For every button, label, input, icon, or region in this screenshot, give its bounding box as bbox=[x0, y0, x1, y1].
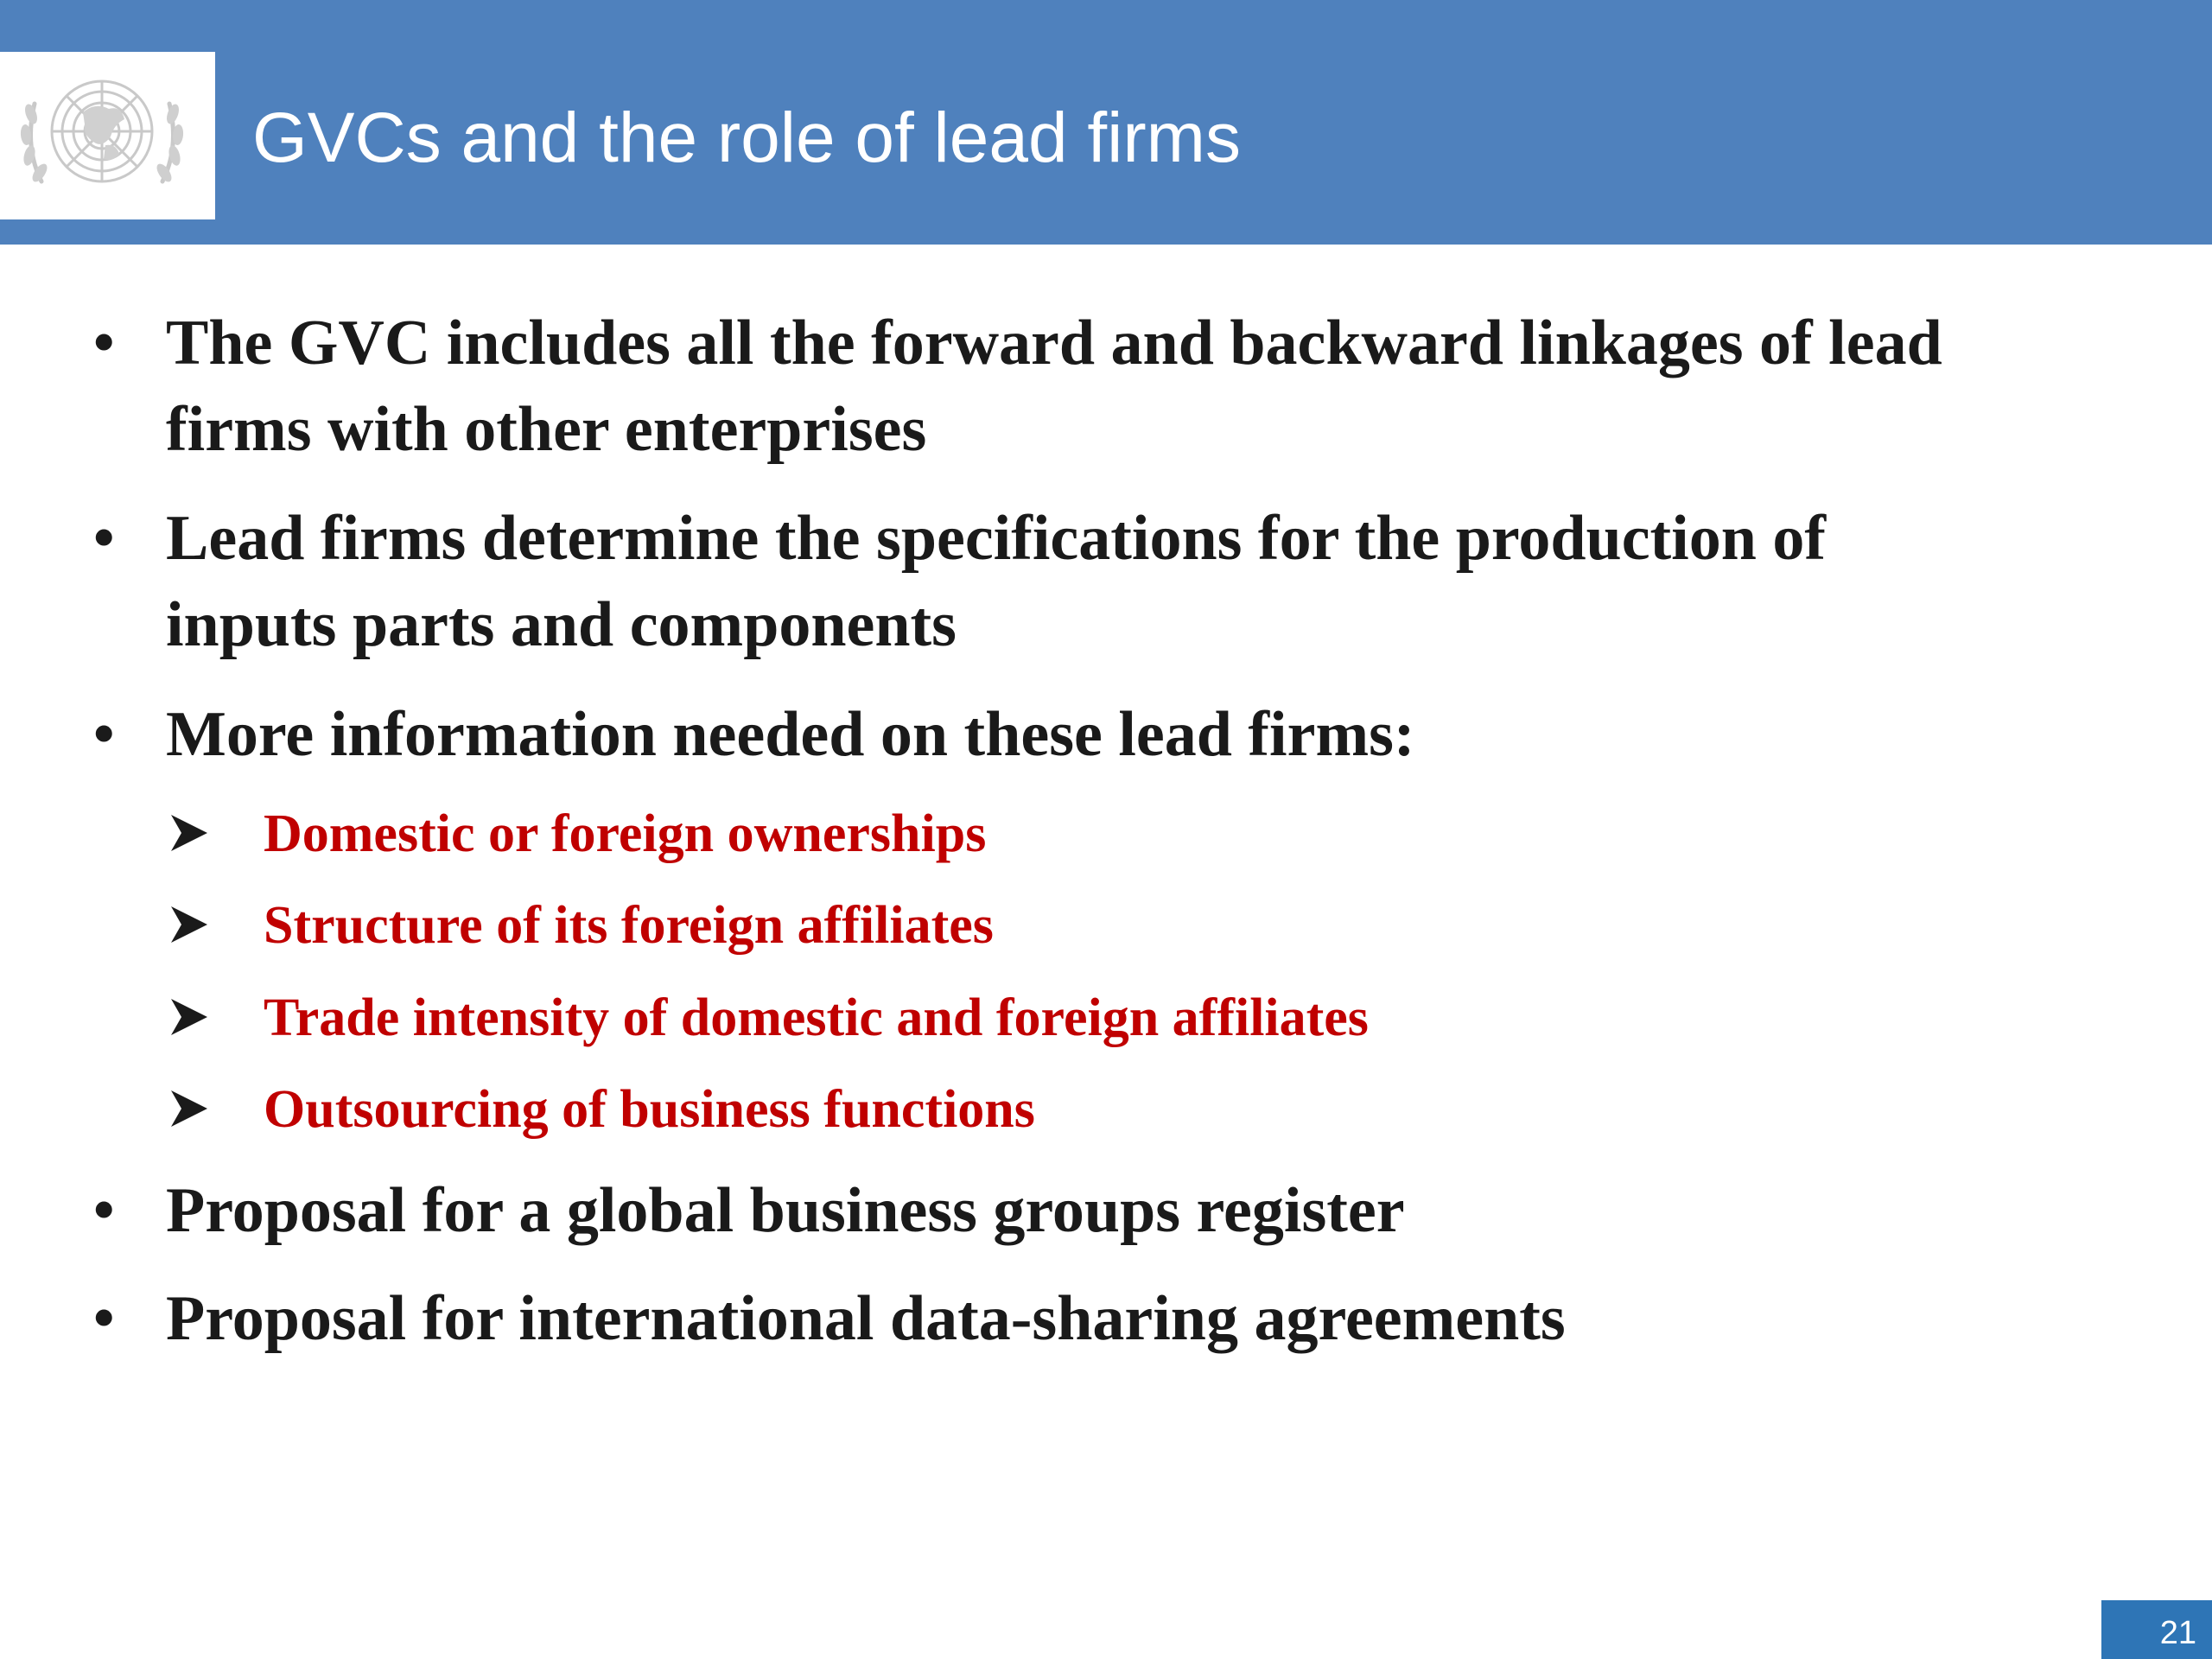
arrowhead-bullet-icon bbox=[169, 1089, 209, 1128]
bullet-dot-icon: • bbox=[93, 505, 115, 571]
bullet-line: Lead firms determine the specifications for the production of bbox=[166, 503, 1827, 574]
arrowhead-bullet-icon bbox=[169, 905, 209, 944]
bullet-line: The GVC includes all the forward and backward linkages of lead bbox=[166, 308, 1942, 378]
sub-bullet-text: Structure of its foreign affiliates bbox=[264, 896, 994, 955]
bullet-text bbox=[166, 691, 2188, 778]
sub-bullet-text: Outsourcing of business functions bbox=[264, 1080, 1035, 1139]
bullet-dot-icon: • bbox=[93, 309, 115, 376]
arrowhead-bullet-icon bbox=[169, 997, 209, 1037]
page-number-badge bbox=[2101, 1600, 2212, 1659]
sub-bullet-item bbox=[0, 799, 2212, 868]
bullet-line: Proposal for a global business groups register bbox=[166, 1175, 1405, 1246]
sub-bullet-text: Domestic or foreign ownerships bbox=[264, 804, 987, 863]
bullet-item bbox=[0, 495, 2212, 668]
bullet-text bbox=[166, 300, 2188, 473]
bullet-line: More information needed on these lead firms: bbox=[166, 699, 1415, 770]
bullet-line: inputs parts and components bbox=[166, 589, 957, 660]
bullet-dot-icon: • bbox=[93, 1285, 115, 1351]
sub-bullet-item bbox=[0, 983, 2212, 1052]
bullet-line: Proposal for international data-sharing agreements bbox=[166, 1283, 1566, 1354]
bullet-dot-icon: • bbox=[93, 701, 115, 767]
sub-bullet-item bbox=[0, 1075, 2212, 1144]
bullet-item bbox=[0, 300, 2212, 473]
bullet-dot-icon: • bbox=[93, 1177, 115, 1243]
arrowhead-bullet-icon bbox=[169, 813, 209, 853]
bullet-text bbox=[166, 1275, 2188, 1362]
un-emblem-icon bbox=[0, 52, 215, 219]
bullet-line: firms with other enterprises bbox=[166, 394, 927, 465]
sub-bullet-item bbox=[0, 891, 2212, 960]
slide-title: GVCs and the role of lead firms bbox=[252, 99, 1241, 177]
bullet-item bbox=[0, 1275, 2212, 1362]
bullet-item bbox=[0, 1167, 2212, 1254]
bullet-text bbox=[166, 495, 2188, 668]
page-number: 21 bbox=[2159, 1615, 2196, 1651]
un-emblem-logo bbox=[0, 52, 215, 219]
bullet-item bbox=[0, 691, 2212, 778]
bullet-text bbox=[166, 1167, 2188, 1254]
sub-bullet-text: Trade intensity of domestic and foreign affiliates bbox=[264, 988, 1369, 1047]
